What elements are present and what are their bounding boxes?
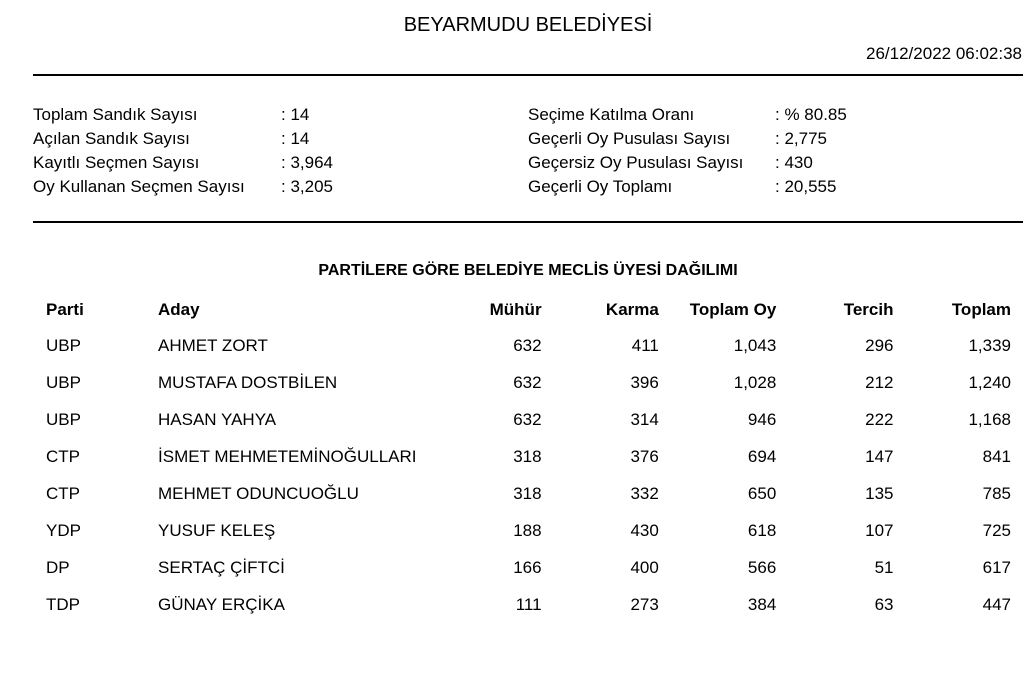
- cell-parti: UBP: [46, 410, 81, 429]
- cell-toplam: 447: [982, 595, 1011, 614]
- cell-toplam: 725: [982, 521, 1011, 540]
- stat-row-total-ballot-boxes: [33, 103, 333, 127]
- cell-aday: SERTAÇ ÇİFTCİ: [158, 558, 285, 577]
- stat-row-voters-who-voted: [33, 175, 333, 199]
- column-header-muhur: Mühür: [489, 300, 542, 319]
- cell-toplam-oy: 1,028: [733, 373, 777, 392]
- cell-aday: YUSUF KELEŞ: [158, 521, 276, 540]
- cell-toplam-oy: 384: [747, 595, 777, 614]
- stat-value: : 2,775: [775, 129, 827, 148]
- cell-aday: HASAN YAHYA: [158, 410, 277, 429]
- table-row: [33, 513, 1023, 550]
- top-divider: [33, 74, 1023, 76]
- table-row: [33, 550, 1023, 587]
- cell-aday: AHMET ZORT: [158, 336, 268, 355]
- stat-label: Geçerli Oy Pusulası Sayısı: [528, 129, 731, 148]
- cell-toplam-oy: 1,043: [733, 336, 777, 355]
- table-row: [33, 476, 1023, 513]
- cell-muhur: 318: [513, 484, 542, 503]
- cell-parti: CTP: [46, 484, 80, 503]
- stat-row-valid-vote-total: [528, 175, 847, 199]
- table-row: [33, 439, 1023, 476]
- cell-toplam: 1,240: [968, 373, 1011, 392]
- table-header-row: [33, 292, 1023, 328]
- table-row: [33, 365, 1023, 402]
- cell-karma: 396: [630, 373, 659, 392]
- results-table: [33, 292, 1023, 624]
- stat-value: : 14: [281, 129, 310, 148]
- cell-tercih: 107: [865, 521, 894, 540]
- cell-karma: 376: [630, 447, 659, 466]
- cell-parti: CTP: [46, 447, 80, 466]
- cell-toplam: 1,168: [968, 410, 1011, 429]
- cell-toplam: 841: [982, 447, 1011, 466]
- stat-value: : 430: [775, 153, 813, 172]
- cell-karma: 332: [630, 484, 659, 503]
- column-header-aday: Aday: [158, 300, 200, 319]
- stat-row-registered-voters: [33, 151, 333, 175]
- cell-parti: UBP: [46, 336, 81, 355]
- column-header-parti: Parti: [46, 300, 84, 319]
- cell-aday: GÜNAY ERÇİKA: [158, 595, 285, 614]
- column-header-tercih: Tercih: [843, 300, 894, 319]
- summary-right: [528, 103, 847, 199]
- cell-tercih: 147: [865, 447, 894, 466]
- cell-tercih: 63: [874, 595, 894, 614]
- summary-left: [33, 103, 333, 199]
- cell-karma: 430: [630, 521, 659, 540]
- stat-label: Oy Kullanan Seçmen Sayısı: [33, 177, 245, 196]
- cell-toplam-oy: 566: [747, 558, 777, 577]
- cell-muhur: 188: [513, 521, 542, 540]
- table-row: [33, 328, 1023, 365]
- cell-muhur: 632: [513, 410, 542, 429]
- cell-toplam-oy: 946: [747, 410, 777, 429]
- cell-karma: 400: [630, 558, 659, 577]
- column-header-karma: Karma: [605, 300, 659, 319]
- stat-value: : 3,964: [281, 153, 333, 172]
- cell-muhur: 632: [513, 336, 542, 355]
- stat-row-invalid-ballots: [528, 151, 847, 175]
- cell-muhur: 318: [513, 447, 542, 466]
- cell-muhur: 632: [513, 373, 542, 392]
- stat-label: Seçime Katılma Oranı: [528, 105, 695, 124]
- cell-karma: 314: [630, 410, 659, 429]
- cell-tercih: 51: [874, 558, 894, 577]
- stat-row-turnout-rate: [528, 103, 847, 127]
- column-header-toplam: Toplam: [951, 300, 1011, 319]
- stat-row-valid-ballots: [528, 127, 847, 151]
- stat-row-opened-ballot-boxes: [33, 127, 333, 151]
- cell-parti: YDP: [46, 521, 81, 540]
- cell-parti: TDP: [46, 595, 80, 614]
- stat-value: : 14: [281, 105, 310, 124]
- column-header-toplam-oy: Toplam Oy: [689, 300, 777, 319]
- cell-toplam-oy: 694: [747, 447, 777, 466]
- stat-label: Geçerli Oy Toplamı: [528, 177, 673, 196]
- cell-tercih: 212: [865, 373, 894, 392]
- cell-aday: MUSTAFA DOSTBİLEN: [158, 373, 338, 392]
- cell-parti: DP: [46, 558, 70, 577]
- stat-value: : 20,555: [775, 177, 837, 196]
- stat-label: Kayıtlı Seçmen Sayısı: [33, 153, 200, 172]
- table-row: [33, 587, 1023, 624]
- section-title: PARTİLERE GÖRE BELEDİYE MECLİS ÜYESİ DAĞILIMI: [318, 262, 738, 279]
- cell-tercih: 296: [865, 336, 894, 355]
- stat-label: Açılan Sandık Sayısı: [33, 129, 190, 148]
- cell-toplam: 617: [982, 558, 1011, 577]
- cell-tercih: 135: [865, 484, 894, 503]
- cell-parti: UBP: [46, 373, 81, 392]
- cell-aday: İSMET MEHMETEMİNOĞULLARI: [158, 447, 417, 466]
- cell-toplam: 785: [982, 484, 1011, 503]
- mid-divider: [33, 221, 1023, 223]
- stat-value: : 3,205: [281, 177, 333, 196]
- page-title: BEYARMUDU BELEDİYESİ: [403, 14, 653, 36]
- cell-aday: MEHMET ODUNCUOĞLU: [158, 484, 359, 503]
- cell-karma: 411: [631, 336, 659, 355]
- cell-tercih: 222: [865, 410, 894, 429]
- stat-label: Toplam Sandık Sayısı: [33, 105, 198, 124]
- cell-muhur: 166: [513, 558, 542, 577]
- table-row: [33, 402, 1023, 439]
- cell-toplam: 1,339: [968, 336, 1011, 355]
- cell-karma: 273: [630, 595, 659, 614]
- report-timestamp: 26/12/2022 06:02:38: [866, 44, 1022, 63]
- cell-toplam-oy: 618: [747, 521, 777, 540]
- stat-value: : % 80.85: [775, 105, 847, 124]
- cell-toplam-oy: 650: [747, 484, 777, 503]
- stat-label: Geçersiz Oy Pusulası Sayısı: [528, 153, 744, 172]
- cell-muhur: 111: [515, 595, 542, 614]
